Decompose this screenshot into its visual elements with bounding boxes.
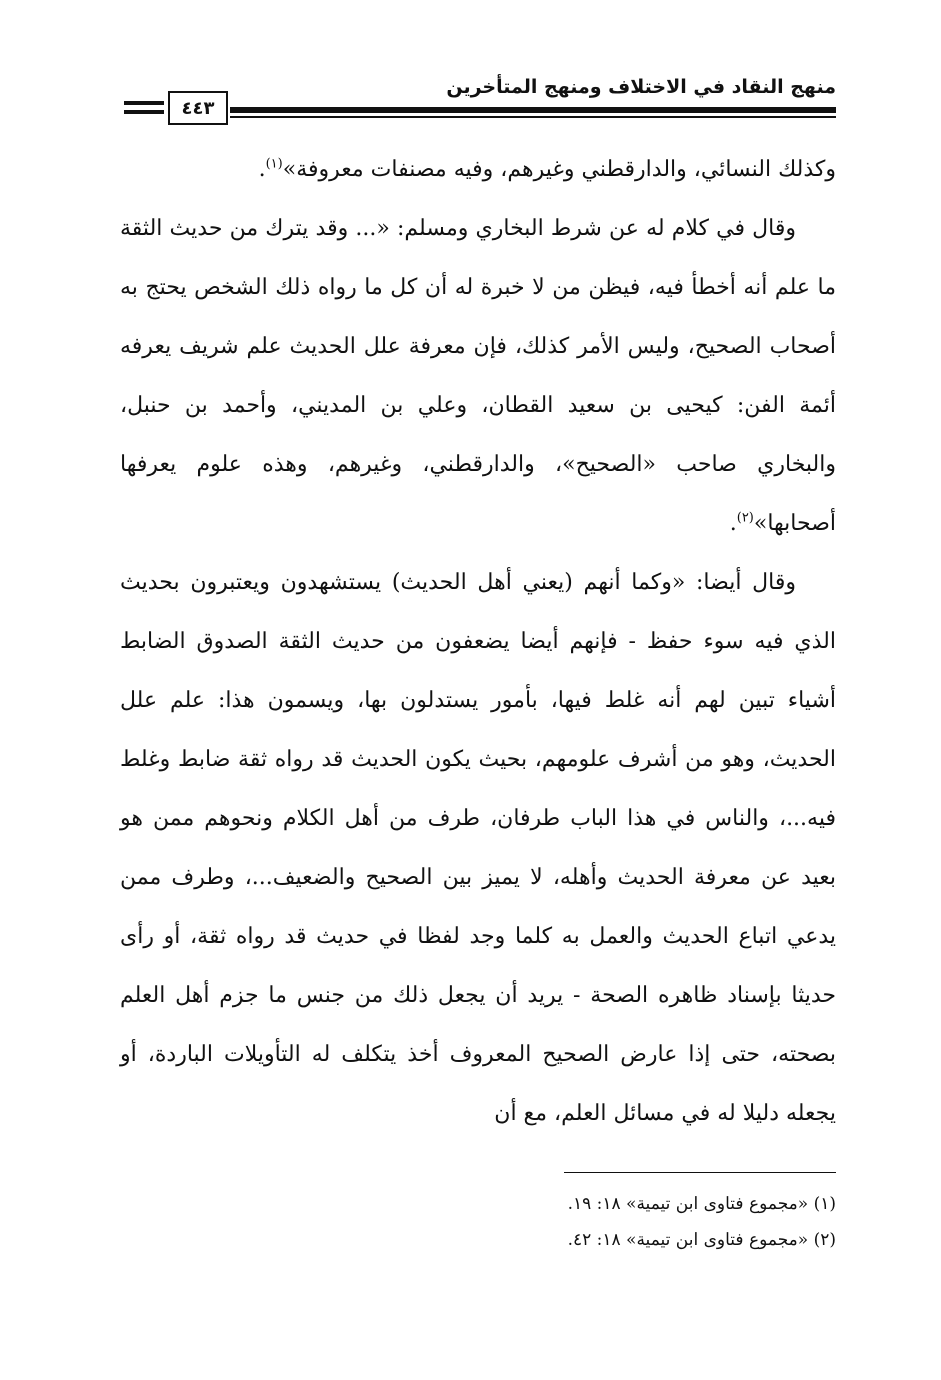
header-rule-thick bbox=[230, 107, 836, 113]
paragraph-text: وكذلك النسائي، والدارقطني وغيرهم، وفيه مصنفات معروفة» bbox=[282, 157, 836, 182]
paragraph-text: وقال أيضا: «وكما أنهم (يعني أهل الحديث) يستشهدون ويعتبرون بحديث الذي فيه سوء حفظ - فإنهم أيضا يضعفون من حديث الثقة الصدوق الضابط أشياء تبين لهم أنه غلط فيها، بأمور يستدلون بها، ويسمون هذا: علم علل الحديث، وهو من أشرف علومهم، بحيث يكون الحديث قد رواه ثقة ضابط وغلط فيه...، والناس في هذا الباب طرفان، طرف من أهل الكلام ونحوهم ممن هو بعيد عن معرفة الحديث وأهله، لا يميز بين الصحيح والضعيف...، وطرف ممن يدعي اتباع الحديث والعمل به كلما وجد لفظا في حديث قد رواه ثقة، أو رأى حديثا بإسناد ظاهره الصحة - يريد أن يجعل ذلك من جنس ما جزم أهل العلم بصحته، حتى إذا عارض الصحيح المعروف أخذ يتكلف له التأويلات الباردة، أو يجعله دليلا له في مسائل العلم، مع أن bbox=[120, 570, 836, 1126]
footnote: (١) «مجموع فتاوى ابن تيمية» ١٨: ١٩. bbox=[567, 1194, 836, 1214]
header-decoration-bar bbox=[124, 101, 164, 105]
footnote-separator bbox=[564, 1172, 836, 1173]
paragraph bbox=[120, 553, 836, 1143]
footnote: (٢) «مجموع فتاوى ابن تيمية» ١٨: ٤٢. bbox=[567, 1230, 836, 1250]
footnotes bbox=[568, 1186, 836, 1258]
paragraph-tail: . bbox=[258, 157, 266, 182]
header-decoration-bar bbox=[124, 110, 164, 114]
footnote-marker: (٢) bbox=[736, 510, 754, 526]
paragraph bbox=[120, 140, 836, 199]
paragraph-text: وقال في كلام له عن شرط البخاري ومسلم: «... وقد يترك من حديث الثقة ما علم أنه أخطأ فيه، فيظن من لا خبرة له أن كل ما رواه ذلك الشخص يحتج به أصحاب الصحيح، وليس الأمر كذلك، فإن معرفة علل الحديث علم شريف يعرفه أئمة الفن: كيحيى بن سعيد القطان، وعلي بن المديني، وأحمد بن حنبل، والبخاري صاحب «الصحيح»، والدارقطني، وغيرهم، وهذه علوم يعرفها أصحابها» bbox=[120, 216, 836, 536]
page-number: ٤٤٣ bbox=[168, 91, 228, 125]
paragraph-tail: . bbox=[729, 511, 737, 536]
running-header-title: منهج النقاد في الاختلاف ومنهج المتأخرين bbox=[446, 76, 836, 98]
paragraph bbox=[120, 199, 836, 553]
header-rule-thin bbox=[230, 116, 836, 118]
footnote-marker: (١) bbox=[265, 156, 283, 172]
body-text bbox=[120, 140, 836, 1143]
